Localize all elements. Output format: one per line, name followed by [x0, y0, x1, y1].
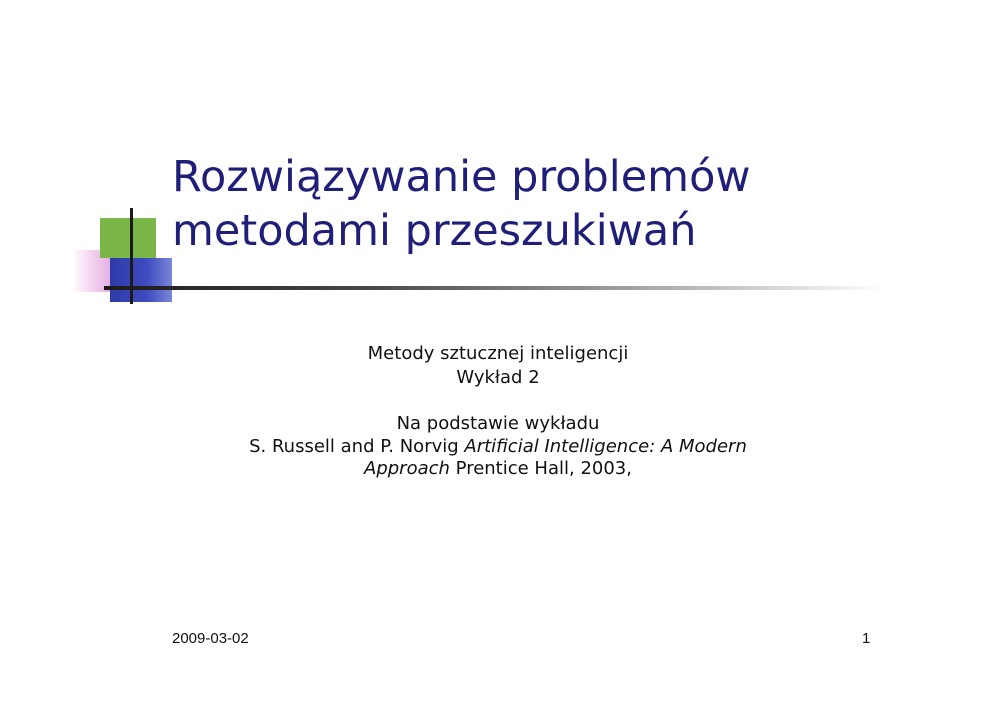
reference-publisher: Prentice Hall, 2003, — [449, 458, 632, 479]
decorative-horizontal-rule — [104, 286, 884, 290]
decorative-vertical-rule — [130, 208, 133, 304]
slide-subtitle — [200, 342, 796, 480]
slide-title-line-1: Rozwiązywanie problemów — [172, 152, 751, 202]
based-on-text: Na podstawie wykładu — [396, 413, 600, 434]
slide-title — [172, 150, 892, 258]
decorative-blue-block — [110, 258, 172, 302]
reference-book-title-part-2: Approach — [364, 458, 450, 479]
reference-book-title-part-1: Artificial Intelligence: A Modern — [464, 436, 747, 457]
footer-date: 2009-03-02 — [172, 630, 249, 647]
reference-line-1 — [200, 436, 796, 458]
reference-authors: S. Russell and P. Norvig — [249, 436, 465, 457]
page-number: 1 — [862, 630, 871, 647]
course-name: Metody sztucznej inteligencji — [367, 343, 629, 364]
decorative-green-block — [100, 218, 156, 258]
spacer — [200, 390, 796, 412]
slide-title-line-2: metodami przeszukiwań — [172, 206, 697, 256]
reference-line-2 — [200, 458, 796, 480]
lecture-number: Wykład 2 — [456, 367, 540, 388]
